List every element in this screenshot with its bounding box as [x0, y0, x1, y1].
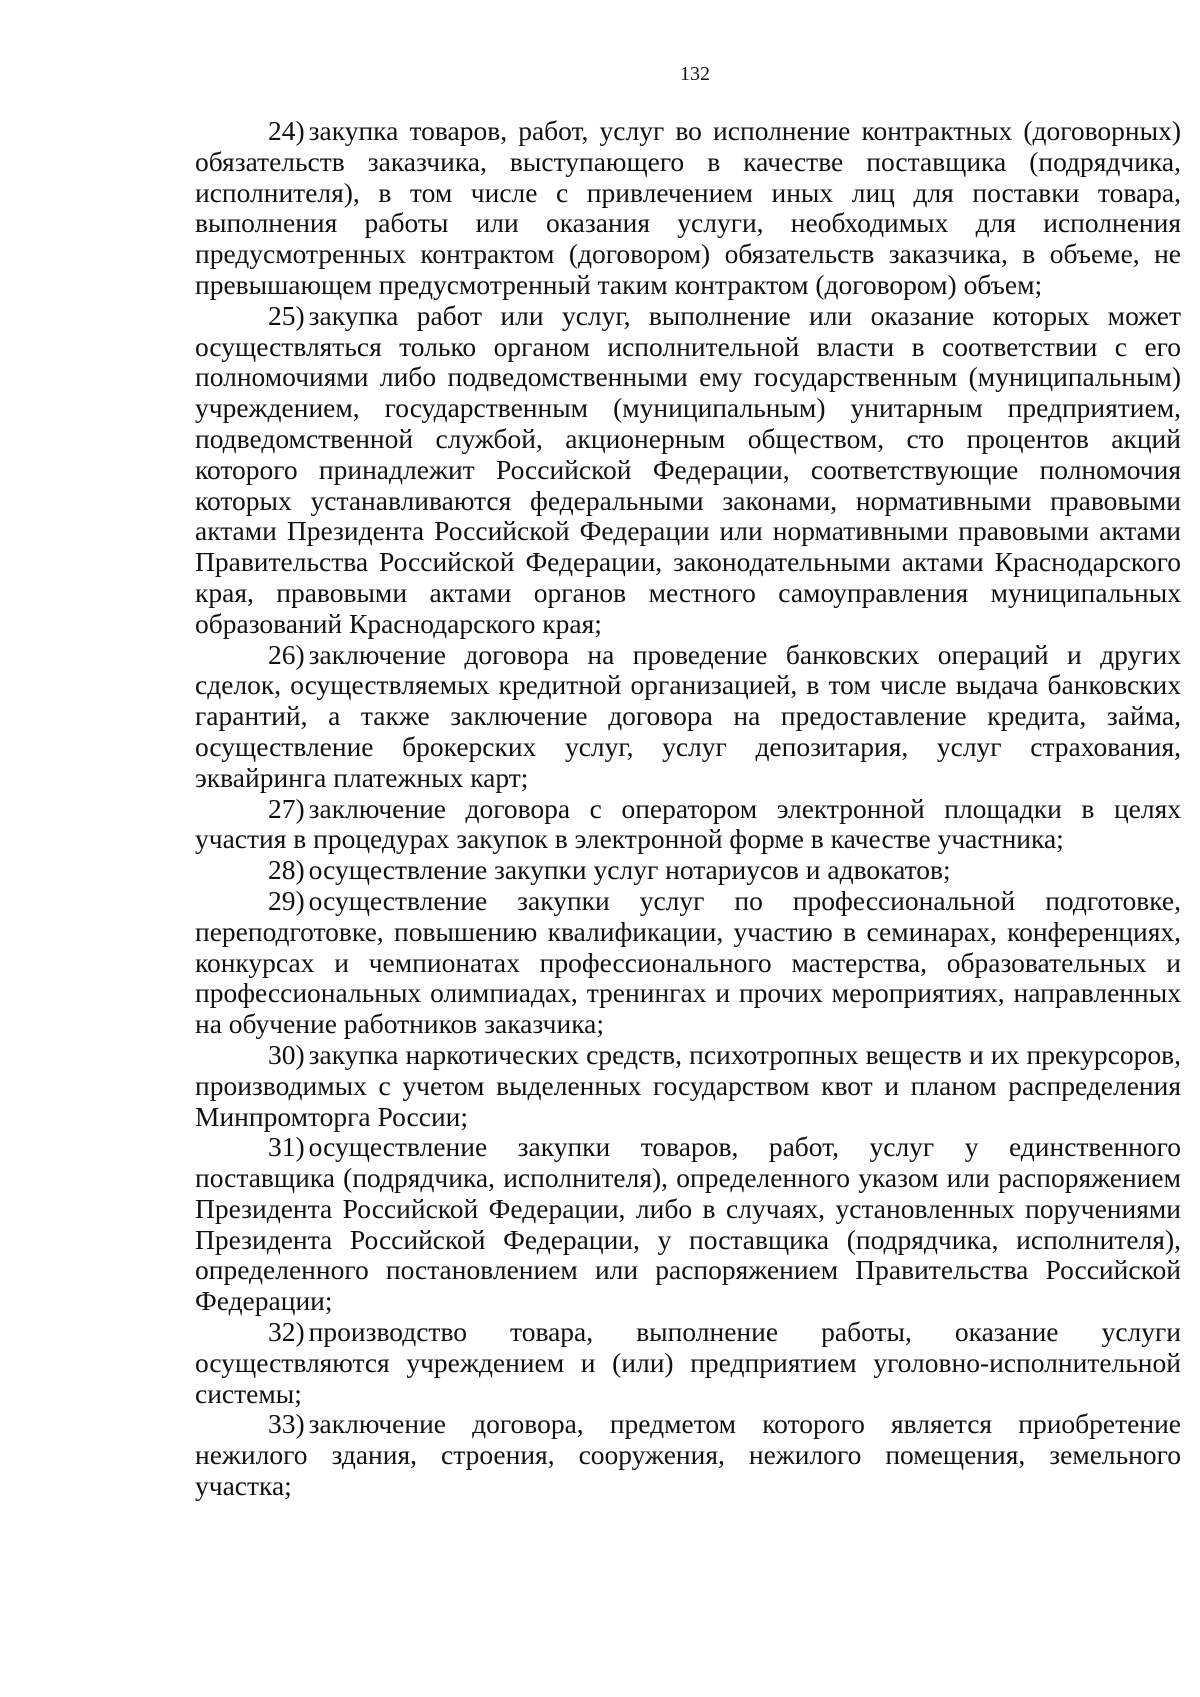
item-number: 33) [268, 1408, 305, 1440]
item-text: заключение договора с оператором электронной площадки в целях участия в процедурах закупок в электронной форме в качестве участника; [195, 792, 1181, 855]
item-number: 31) [268, 1131, 305, 1163]
list-item [195, 1040, 1181, 1132]
item-number: 32) [268, 1316, 305, 1348]
item-number: 27) [268, 792, 305, 824]
item-text: осуществление закупки услуг по профессиональной подготовке, переподготовке, повышению квалификации, участию в семинарах, конференциях, конкурсах и чемпионатах профессионального мастерства, образовательных и профессиональных олимпиадах, тренингах и прочих мероприятиях, направленных на обучение работников заказчика; [195, 884, 1181, 1040]
item-number: 25) [268, 299, 305, 331]
item-text: закупка товаров, работ, услуг во исполнение контрактных (договорных) обязательств заказчика, выступающего в качестве поставщика (подрядчика, исполнителя), в том числе с привлечением иных лиц для поставки товара, выполнения работы или оказания услуги, необходимых для исполнения предусмотренных контрактом (договором) обязательств заказчика, в объеме, не превышающем предусмотренный таким контрактом (договором) объем; [195, 115, 1181, 300]
page-number: 132 [680, 63, 710, 85]
list-item [195, 116, 1181, 301]
item-text: осуществление закупки услуг нотариусов и адвокатов; [308, 854, 951, 886]
item-text: закупка работ или услуг, выполнение или оказание которых может осуществляться только органом исполнительной власти в соответствии с его полномочиями либо подведомственными ему государственным (муниципальным) учреждением, государственным (муниципальным) унитарным предприятием, подведомственной службой, акционерным обществом, сто процентов акций которого принадлежит Российской Федерации, соответствующие полномочия которых устанавливаются федеральными законами, нормативными правовыми актами Президента Российской Федерации или нормативными правовыми актами Правительства Российской Федерации, законодательными актами Краснодарского края, правовыми актами органов местного самоуправления муниципальных образований Краснодарского края; [195, 299, 1181, 639]
item-number: 29) [268, 884, 305, 916]
item-text: заключение договора, предметом которого является приобретение нежилого здания, строения, сооружения, нежилого помещения, земельного участка; [195, 1408, 1181, 1502]
list-item [195, 886, 1181, 1040]
item-number: 28) [268, 854, 305, 886]
list-item [195, 640, 1181, 794]
item-number: 30) [268, 1038, 305, 1070]
list-item [195, 1409, 1181, 1501]
list-item [195, 301, 1181, 640]
list-item [195, 1317, 1181, 1409]
item-text: осуществление закупки товаров, работ, услуг у единственного поставщика (подрядчика, исполнителя), определенного указом или распоряжением Президента Российской Федерации, либо в случаях, установленных поручениями Президента Российской Федерации, у поставщика (подрядчика, исполнителя), определенного постановлением или распоряжением Правительства Российской Федерации; [195, 1131, 1181, 1317]
list-item [195, 1132, 1181, 1317]
list-item [195, 855, 1181, 886]
list-item [195, 794, 1181, 856]
item-text: производство товара, выполнение работы, оказание услуги осуществляются учреждением и (или) предприятием уголовно-исполнительной системы; [195, 1316, 1181, 1409]
document-body [195, 116, 1181, 1502]
item-text: заключение договора на проведение банковских операций и других сделок, осуществляемых кредитной организацией, в том числе выдача банковских гарантий, а также заключение договора на предоставление кредита, займа, осуществление брокерских услуг, услуг депозитария, услуг страхования, эквайринга платежных карт; [195, 638, 1181, 793]
item-number: 24) [268, 115, 305, 146]
item-text: закупка наркотических средств, психотропных веществ и их прекурсоров, производимых с учетом выделенных государством квот и планом распределения Минпромторга России; [195, 1038, 1181, 1132]
item-number: 26) [268, 638, 305, 670]
